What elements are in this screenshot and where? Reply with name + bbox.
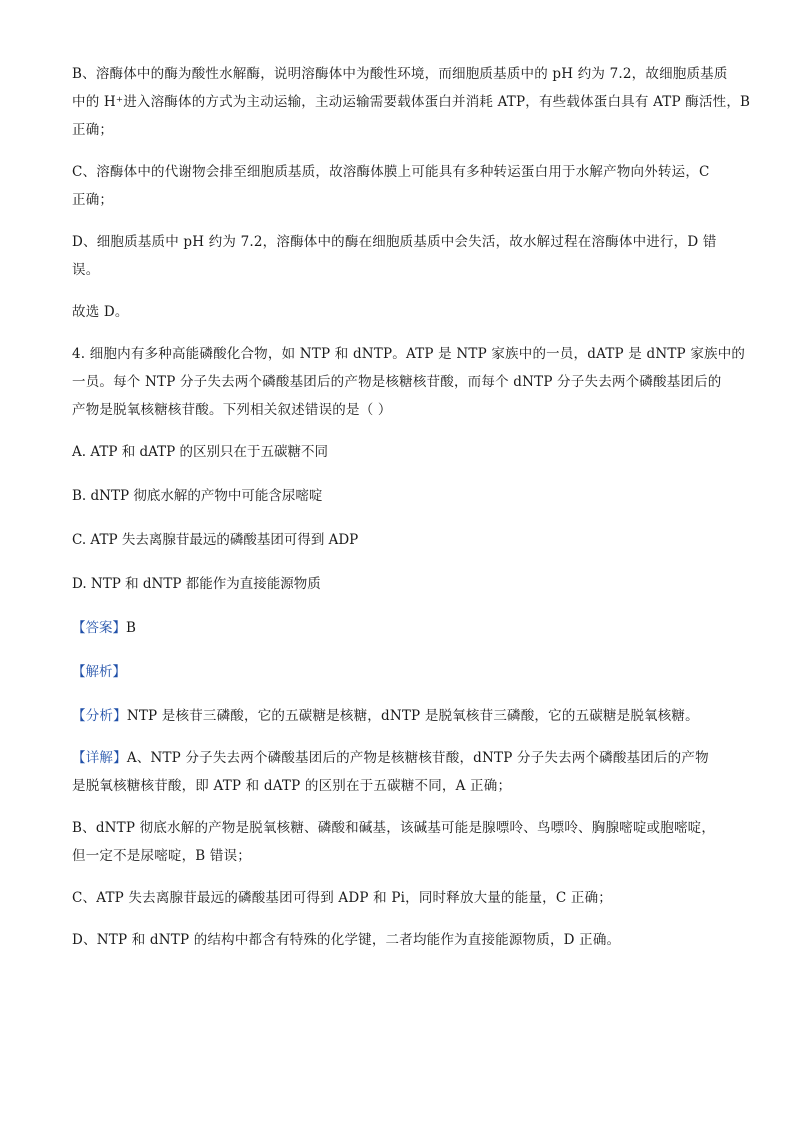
explanation-c: C、溶酶体中的代谢物会排至细胞质基质，故溶酶体膜上可能具有多种转运蛋白用于水解产物向外转运，C 正确；: [72, 164, 710, 208]
explanation-conclusion: 故选 D。: [72, 304, 129, 320]
option-d: D. NTP 和 dNTP 都能作为直接能源物质: [72, 576, 321, 592]
fenxi-text: NTP 是核苷三磷酸，它的五碳糖是核糖，dNTP 是脱氧核苷三磷酸，它的五碳糖是脱氧核糖。: [126, 708, 699, 724]
analysis-tag: 【解析】: [72, 664, 126, 680]
document-page: [72, 60, 751, 968]
answer-line: [72, 614, 732, 642]
question-stem: 4. 细胞内有多种高能磷酸化合物，如 NTP 和 dNTP。ATP 是 NTP 家族中的一员，dATP 是 dNTP 家族中的 一员。每个 NTP 分子失去两个磷酸基团后的产物是核糖核苷酸，而每个 dNTP 分子失去两个磷酸基团后的 产物是脱氧核糖核苷酸。下列相关叙述错误的是（ ）: [72, 346, 746, 418]
analysis-xiangjie-d: D、NTP 和 dNTP 的结构中都含有特殊的化学键，二者均能作为直接能源物质，D 正确。: [72, 932, 621, 948]
option-a: A. ATP 和 dATP 的区别只在于五碳糖不同: [72, 444, 329, 460]
option-b: B. dNTP 彻底水解的产物中可能含尿嘧啶: [72, 488, 323, 504]
analysis-xiangjie-a: 【详解】A、NTP 分子失去两个磷酸基团后的产物是核糖核苷酸，dNTP 分子失去两个磷酸基团后的产物 是脱氧核糖核苷酸，即 ATP 和 dATP 的区别在于五碳糖不同，A 正确；: [72, 750, 709, 794]
analysis-xiangjie-c: C、ATP 失去离腺苷最远的磷酸基团可得到 ADP 和 Pi，同时释放大量的能量，C 正确；: [72, 890, 612, 906]
explanation-b: B、溶酶体中的酶为酸性水解酶，说明溶酶体中为酸性环境，而细胞质基质中的 pH 约为 7.2，故细胞质基质 中的 H⁺进入溶酶体的方式为主动运输，主动运输需要载体蛋白并消耗 ATP，有些载体蛋白具有 ATP 酶活性，B 正确；: [72, 66, 751, 138]
explanation-d: D、细胞质基质中 pH 约为 7.2，溶酶体中的酶在细胞质基质中会失活，故水解过程在溶酶体中进行，D 错 误。: [72, 234, 717, 278]
answer-value: B: [126, 620, 136, 636]
fenxi-tag: 【分析】: [72, 708, 127, 724]
analysis-fenxi: [72, 702, 732, 730]
option-c: C. ATP 失去离腺苷最远的磷酸基团可得到 ADP: [72, 532, 359, 548]
analysis-tag-line: [72, 658, 732, 686]
xiangjie-tag: 【详解】: [72, 750, 127, 766]
analysis-xiangjie-b: B、dNTP 彻底水解的产物是脱氧核糖、磷酸和碱基，该碱基可能是腺嘌呤、鸟嘌呤、胸腺嘧啶或胞嘧啶， 但一定不是尿嘧啶，B 错误；: [72, 820, 716, 864]
answer-tag: 【答案】: [72, 620, 126, 636]
